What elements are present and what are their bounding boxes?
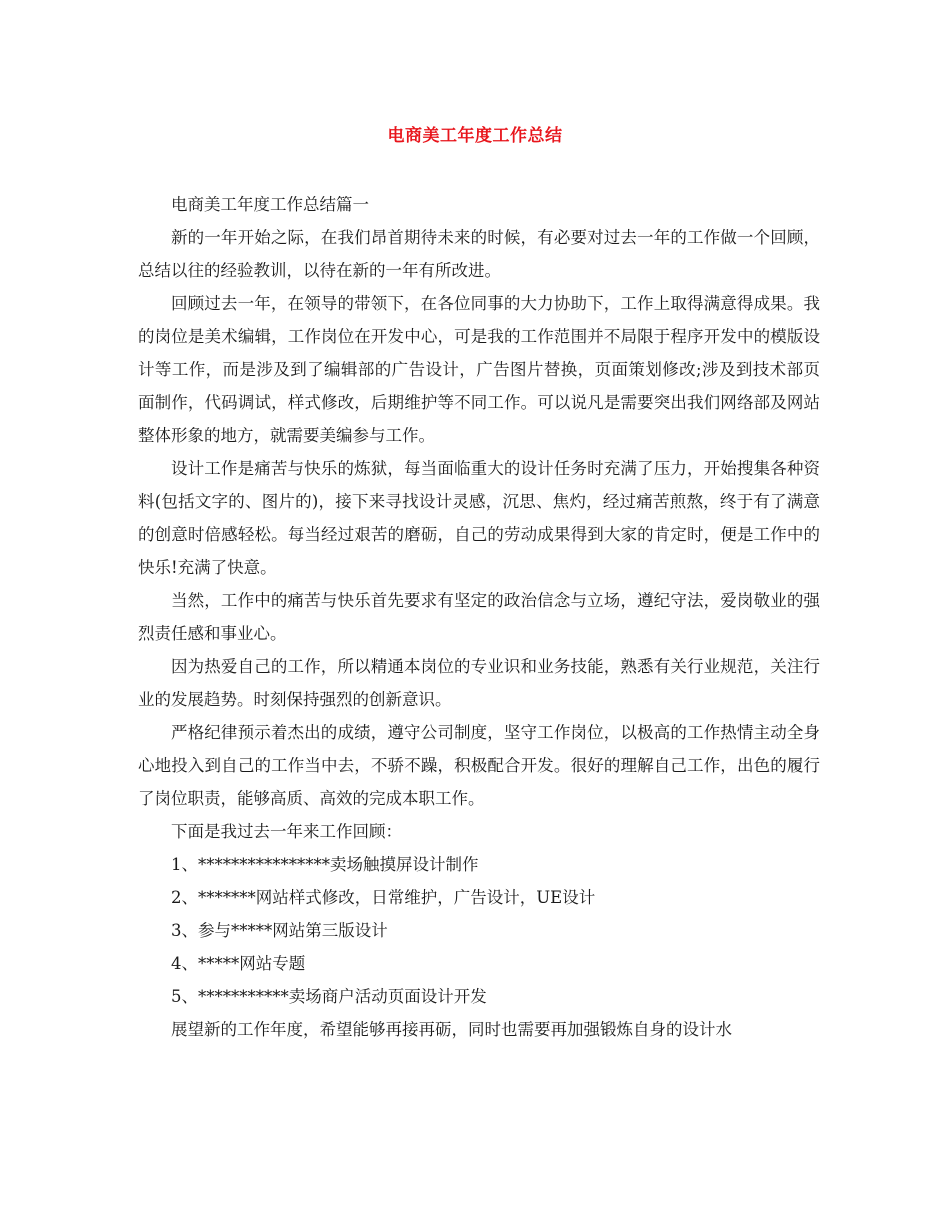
paragraph: 回顾过去一年，在领导的带领下，在各位同事的大力协助下，工作上取得满意得成果。我的岗位是美术编辑，工作岗位在开发中心，可是我的工作范围并不局限于程序开发中的模版设计等工作，而是涉及到了编辑部的广告设计，广告图片替换，页面策划修改;涉及到技术部页面制作，代码调试，样式修改，后期维护等不同工作。可以说凡是需要突出我们网络部及网站整体形象的地方，就需要美编参与工作。 [138,294,820,445]
document-title: 电商美工年度工作总结 [387,126,563,146]
list-item: 1、****************卖场触摸屏设计制作 [171,855,479,874]
paragraph: 当然，工作中的痛苦与快乐首先要求有坚定的政治信念与立场，遵纪守法，爱岗敬业的强烈责任感和事业心。 [138,591,820,643]
list-item: 5、***********卖场商户活动页面设计开发 [171,987,487,1006]
document-body [138,188,820,1046]
paragraph: 新的一年开始之际，在我们昂首期待未来的时候，有必要对过去一年的工作做一个回顾，总结以往的经验教训，以待在新的一年有所改进。 [138,228,820,280]
list-item: 3、参与*****网站第三版设计 [171,921,388,940]
paragraph-heading: 电商美工年度工作总结篇一 [171,195,369,214]
paragraph: 设计工作是痛苦与快乐的炼狱，每当面临重大的设计任务时充满了压力，开始搜集各种资料(包括文字的、图片的)，接下来寻找设计灵感，沉思、焦灼，经过痛苦煎熬，终于有了满意的创意时倍感轻松。每当经过艰苦的磨砺，自己的劳动成果得到大家的肯定时，便是工作中的快乐!充满了快意。 [138,459,820,577]
paragraph: 展望新的工作年度，希望能够再接再砺，同时也需要再加强锻炼自身的设计水 [171,1020,732,1039]
list-item: 2、*******网站样式修改，日常维护，广告设计，UE设计 [171,888,596,907]
paragraph: 因为热爱自己的工作，所以精通本岗位的专业识和业务技能，熟悉有关行业规范，关注行业的发展趋势。时刻保持强烈的创新意识。 [138,657,820,709]
paragraph: 严格纪律预示着杰出的成绩，遵守公司制度，坚守工作岗位，以极高的工作热情主动全身心地投入到自己的工作当中去，不骄不躁，积极配合开发。很好的理解自己工作，出色的履行了岗位职责，能够高质、高效的完成本职工作。 [138,723,820,808]
paragraph: 下面是我过去一年来工作回顾： [171,822,402,841]
list-item: 4、*****网站专题 [171,954,306,973]
